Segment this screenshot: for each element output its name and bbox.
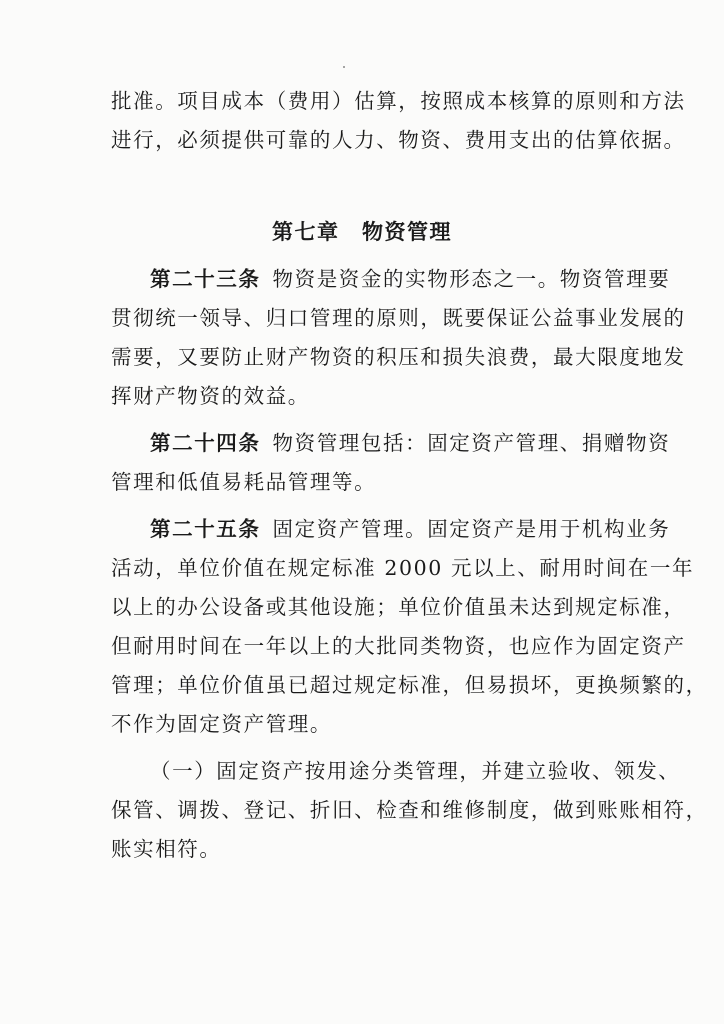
article-23-line: 挥财产物资的效益。	[111, 384, 310, 408]
article-25-line: 活动，单位价值在规定标准 2000 元以上、耐用时间在一年	[111, 556, 695, 580]
article-25-label: 第二十五条	[150, 517, 261, 541]
article-25-line: 以上的办公设备或其他设施；单位价值虽未达到规定标准，	[111, 595, 686, 619]
article-23-first-line	[150, 265, 670, 293]
item-1-first-line: （一）固定资产按用途分类管理，并建立验收、领发、	[150, 759, 681, 783]
article-25-line: 不作为固定资产管理。	[111, 712, 332, 736]
article-23-label: 第二十三条	[150, 267, 261, 291]
item-1-line: 账实相符。	[111, 837, 222, 861]
article-25-line: 管理；单位价值虽已超过规定标准，但易损坏，更换频繁的，	[111, 673, 708, 697]
article-23-line: 需要，又要防止财产物资的积压和损失浪费，最大限度地发	[111, 345, 686, 369]
article-23-text: 物资是资金的实物形态之一。物资管理要	[272, 267, 671, 291]
item-1-line: 保管、调拨、登记、折旧、检查和维修制度，做到账账相符，	[111, 798, 708, 822]
article-24-line: 管理和低值易耗品管理等。	[111, 470, 377, 494]
chapter-title: 第七章 物资管理	[272, 220, 452, 244]
article-25-first-line	[150, 515, 670, 543]
scan-speck	[343, 66, 345, 68]
article-23-line: 贯彻统一领导、归口管理的原则，既要保证公益事业发展的	[111, 306, 686, 330]
article-24-first-line	[150, 429, 670, 457]
intro-line-1: 批准。项目成本（费用）估算，按照成本核算的原则和方法	[111, 89, 686, 113]
article-25-line: 但耐用时间在一年以上的大批同类物资，也应作为固定资产	[111, 634, 686, 658]
intro-line-2: 进行，必须提供可靠的人力、物资、费用支出的估算依据。	[111, 128, 686, 152]
article-24-label: 第二十四条	[150, 431, 261, 455]
article-24-text: 物资管理包括：固定资产管理、捐赠物资	[272, 431, 671, 455]
article-25-text: 固定资产管理。固定资产是用于机构业务	[272, 517, 671, 541]
